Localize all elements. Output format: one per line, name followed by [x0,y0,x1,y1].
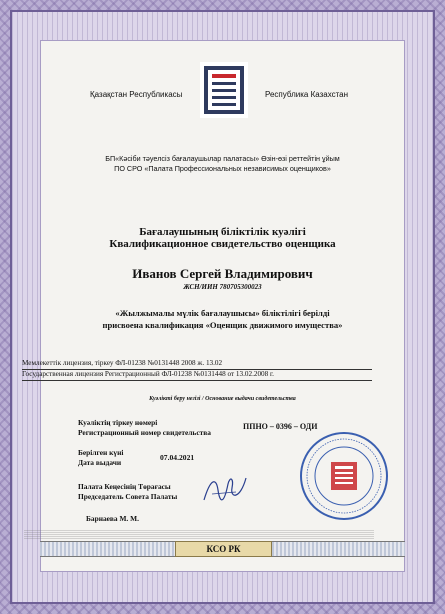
header-country-kz: Қазақстан Республикасы [90,90,183,99]
registration-label-kz: Куәліктің тіркеу нөмері [78,418,158,427]
license-kz: Мемлекеттік лицензия, тіркеу ФЛ-01238 №0131448 2008 ж. 13.02 [22,359,223,367]
qualification-kz: «Жылжымалы мүлік бағалаушысы» біліктілігі берілді [115,308,330,318]
issue-label-kz: Берілген күні [78,448,124,457]
holder-name: Иванов Сергей Владимирович [132,266,313,281]
certificate-body [22,40,405,572]
organization-line-kz: БП«Кәсіби тәуелсіз бағалаушылар палатасы» Өзін-өзі реттейтін ұйым [105,154,340,163]
title-ru: Квалификационное свидетельство оценщика [109,238,336,250]
signature-icon [200,470,250,508]
holder-iin: ЖСН/ИИН 780705300023 [183,283,262,291]
basis-label: Куәлікті беру негізі / Основание выдачи свидетельства [149,396,296,402]
chamber-logo-icon [200,62,248,118]
qualification-ru: присвоена квалификация «Оценщик движимого имущества» [102,320,343,330]
header-country-ru: Республика Казахстан [265,90,349,99]
issue-date: 07.04.2021 [160,453,195,462]
chairman-name: Барнаева М. М. [86,514,139,523]
license-ru: Государственная лицензия Регистрационный ФЛ-01238 №0131448 от 13.02.2008 г. [22,370,274,378]
issue-label-ru: Дата выдачи [78,458,122,467]
registration-label-ru: Регистрационный номер свидетельства [78,428,211,437]
chairman-label-kz: Палата Кеңесінің Төрағасы [78,482,171,491]
title-kz: Бағалаушының біліктілік куәлігі [139,226,306,238]
registration-number: ППНО – 0396 – ОДИ [243,422,318,431]
chairman-label-ru: Председатель Совета Палаты [78,492,178,501]
footer-code: КСО РК [175,541,272,557]
organization-line-ru: ПО СРО «Палата Профессиональных независимых оценщиков» [114,164,331,173]
fine-print [24,530,374,540]
official-stamp-icon [298,430,390,522]
